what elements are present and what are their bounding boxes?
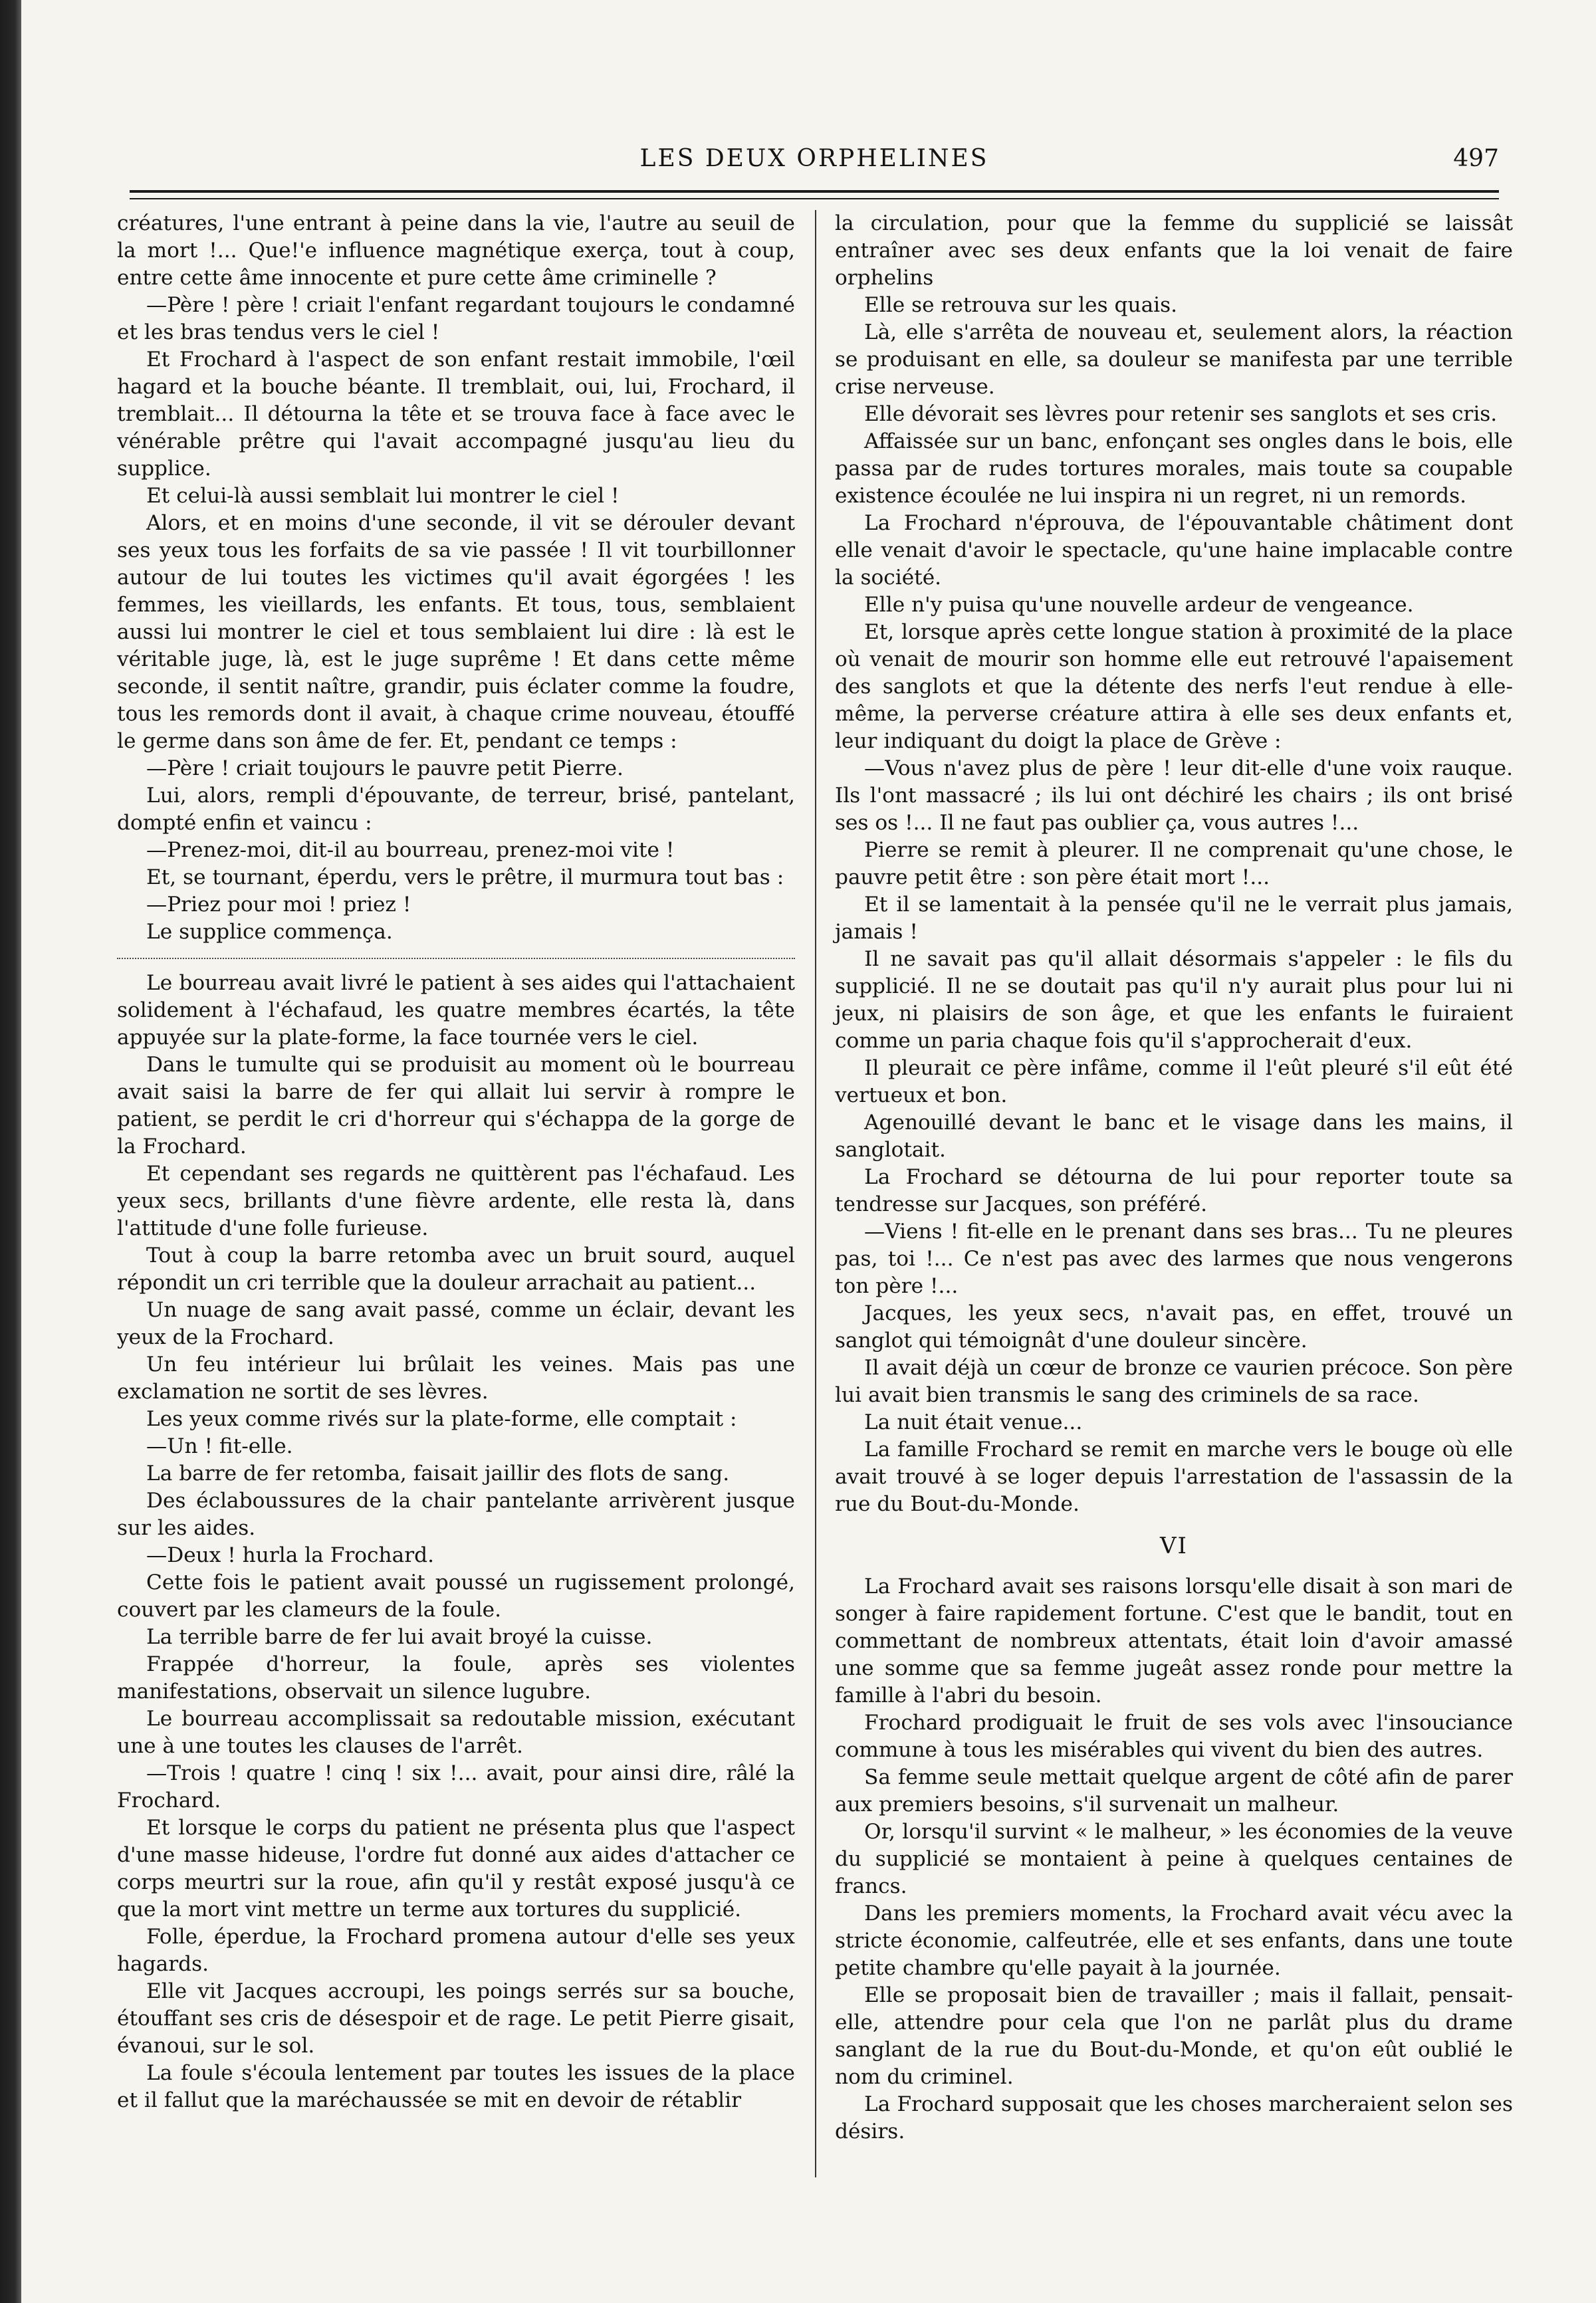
paragraph: La nuit était venue... [864,1410,1083,1434]
header-rule-thick [130,190,1499,193]
paragraph: La Frochard n'éprouva, de l'épouvantable châtiment dont elle venait d'avoir le spectacle, qu'une haine implacable contre la société. [835,511,1513,590]
paragraph: Elle se proposait bien de travailler ; mais il fallait, pensait-elle, attendre pour cela que l'on ne parlât plus du drame sanglant de la rue du Bout-du-Monde, et qu'on eût oublié le nom du criminel. [835,1983,1513,2089]
left-section-1 [117,210,795,946]
paragraph: Un feu intérieur lui brûlait les veines. Mais pas une exclamation ne sortit de ses lèvres. [117,1353,795,1404]
paragraph: —Un ! fit-elle. [146,1434,293,1458]
paragraph: Et, lorsque après cette longue station à proximité de la place où venait de mourir son homme elle eut retrouvé l'apaisement des sanglots et que la détente des nerfs l'eut rendue à elle-même, la perverse créature attira à elle ses deux enfants et, leur indiquant du doigt la place de Grève : [835,620,1513,753]
paragraph: Or, lorsqu'il survint « le malheur, » les économies de la veuve du supplicié se montaient à peine à quelques centaines de francs. [835,1820,1513,1898]
paragraph: La famille Frochard se remit en marche vers le bouge où elle avait trouvé à se loger depuis l'arrestation de l'assassin de la rue du Bout-du-Monde. [835,1438,1513,1516]
running-title: LES DEUX ORPHELINES [639,145,989,172]
paragraph: Le supplice commença. [146,920,393,944]
paragraph: La terrible barre de fer lui avait broyé la cuisse. [146,1625,653,1649]
paragraph: Lui, alors, rempli d'épouvante, de terreur, brisé, pantelant, dompté enfin et vaincu : [117,784,795,835]
paragraph: Folle, éperdue, la Frochard promena autour d'elle ses yeux hagards. [117,1925,795,1976]
paragraph: La Frochard supposait que les choses marcheraient selon ses désirs. [835,2092,1513,2143]
left-column [117,210,795,2114]
paragraph: —Père ! criait toujours le pauvre petit Pierre. [146,756,624,780]
right-section-2 [835,1573,1513,2145]
left-section-2 [117,970,795,2114]
paragraph: Et celui-là aussi semblait lui montrer le ciel ! [146,484,620,508]
paragraph: Et Frochard à l'aspect de son enfant restait immobile, l'œil hagard et la bouche béante. Il tremblait, oui, lui, Frochard, il tremblait... Il détourna la tête et se trouva face à face avec le vénérable prêtre qui l'avait accompagné jusqu'au lieu du supplice. [117,348,795,481]
paragraph: La foule s'écoula lentement par toutes les issues de la place et il fallut que la maréchaussée se mit en devoir de rétablir [117,2061,795,2112]
paragraph: La barre de fer retomba, faisait jaillir des flots de sang. [146,1462,730,1485]
paragraph: Elle dévorait ses lèvres pour retenir ses sanglots et ses cris. [864,402,1498,426]
paragraph: Les yeux comme rivés sur la plate-forme, elle comptait : [146,1407,737,1431]
chapter-heading: VI [1160,1533,1188,1559]
paragraph: Et, se tournant, éperdu, vers le prêtre, il murmura tout bas : [146,865,784,889]
paragraph: Et lorsque le corps du patient ne présenta plus que l'aspect d'une masse hideuse, l'ordre fut donné aux aides d'attacher ce corps meurtri sur la roue, afin qu'il y restât exposé jusqu'à ce que la mort vint mettre un terme aux tortures du supplicié. [117,1816,795,1921]
paragraph: —Viens ! fit-elle en le prenant dans ses bras... Tu ne pleures pas, toi !... Ce n'est pas avec des larmes que nous vengerons ton père !... [835,1220,1513,1298]
paragraph: Agenouillé devant le banc et le visage dans les mains, il sanglotait. [835,1111,1513,1162]
paragraph: Frappée d'horreur, la foule, après ses violentes manifestations, observait un silence lugubre. [117,1652,795,1703]
column-divider [815,210,816,2177]
running-header [130,145,1499,185]
paragraph: —Prenez-moi, dit-il au bourreau, prenez-moi vite ! [146,838,675,862]
paragraph: La Frochard avait ses raisons lorsqu'elle disait à son mari de songer à faire rapidement fortune. C'est que le bandit, tout en commettant de nombreux attentats, était loin d'avoir amassé une somme que sa femme jugeât assez ronde pour mettre la famille à l'abri du besoin. [835,1575,1513,1707]
section-separator [117,958,795,960]
paragraph: créatures, l'une entrant à peine dans la vie, l'autre au seuil de la mort !... Que!'e influence magnétique exerça, tout à coup, entre cette âme innocente et pure cette âme criminelle ? [117,211,795,290]
paragraph: Et cependant ses regards ne quittèrent pas l'échafaud. Les yeux secs, brillants d'une fièvre ardente, elle resta là, dans l'attitude d'une folle furieuse. [117,1162,795,1240]
header-rule-thin [130,198,1499,199]
paragraph: Elle vit Jacques accroupi, les poings serrés sur sa bouche, étouffant ses cris de désespoir et de rage. Le petit Pierre gisait, évanoui, sur le sol. [117,1979,795,2058]
paragraph: Pierre se remit à pleurer. Il ne comprenait qu'une chose, le pauvre petit être : son père était mort !... [835,838,1513,889]
paragraph: La Frochard se détourna de lui pour reporter toute sa tendresse sur Jacques, son préféré. [835,1165,1513,1216]
page-binding-edge [0,0,21,2303]
paragraph: Des éclaboussures de la chair pantelante arrivèrent jusque sur les aides. [117,1489,795,1540]
paragraph: —Trois ! quatre ! cinq ! six !... avait, pour ainsi dire, râlé la Frochard. [117,1761,795,1812]
paragraph: Alors, et en moins d'une seconde, il vit se dérouler devant ses yeux tous les forfaits de sa vie passée ! Il vit tourbillonner autour de lui toutes les victimes qu'il avait égorgées ! les femmes, les vieillards, les enfants. Et tous, tous, semblaient aussi lui montrer le ciel et tous semblaient lui dire : là est le véritable juge, là, est le juge suprême ! Et dans cette même seconde, il sentit naître, grandir, puis éclater comme la foudre, tous les remords dont il avait, à chaque crime nouveau, étouffé le germe dans son âme de fer. Et, pendant ce temps : [117,511,795,753]
right-section-1 [835,210,1513,1518]
paragraph: Il pleurait ce père infâme, comme il l'eût pleuré s'il eût été vertueux et bon. [835,1056,1513,1107]
paragraph: Sa femme seule mettait quelque argent de côté afin de parer aux premiers besoins, s'il survenait un malheur. [835,1765,1513,1816]
paragraph: Il ne savait pas qu'il allait désormais s'appeler : le fils du supplicié. Il ne se doutait pas qu'il n'y aurait plus pour lui ni jeux, ni plaisirs de son âge, et que les enfants le fuiraient comme un paria chaque fois qu'il s'approcherait d'eux. [835,947,1513,1053]
paragraph: —Père ! père ! criait l'enfant regardant toujours le condamné et les bras tendus vers le ciel ! [117,293,795,344]
paragraph: —Vous n'avez plus de père ! leur dit-elle d'une voix rauque. Ils l'ont massacré ; ils lui ont déchiré les chairs ; ils ont brisé ses os !... Il ne faut pas oublier ça, vous autres !... [835,756,1513,835]
paragraph: Un nuage de sang avait passé, comme un éclair, devant les yeux de la Frochard. [117,1298,795,1349]
paragraph: la circulation, pour que la femme du supplicié se laissât entraîner avec ses deux enfants que la loi venait de faire orphelins [835,211,1513,290]
paragraph: Elle n'y puisa qu'une nouvelle ardeur de vengeance. [864,593,1414,617]
paragraph: Dans les premiers moments, la Frochard avait vécu avec la stricte économie, calfeutrée, elle et ses enfants, dans une toute petite chambre qu'elle payait à la journée. [835,1902,1513,1980]
page-number: 497 [1453,145,1499,172]
paragraph: Il avait déjà un cœur de bronze ce vaurien précoce. Son père lui avait bien transmis le sang des criminels de sa race. [835,1356,1513,1407]
paragraph: Tout à coup la barre retomba avec un bruit sourd, auquel répondit un cri terrible que la douleur arrachait au patient... [117,1244,795,1295]
paragraph: Le bourreau accomplissait sa redoutable mission, exécutant une à une toutes les clauses de l'arrêt. [117,1707,795,1758]
paragraph: Dans le tumulte qui se produisit au moment où le bourreau avait saisi la barre de fer qui allait lui servir à rompre le patient, se perdit le cri d'horreur qui s'échappa de la gorge de la Frochard. [117,1053,795,1158]
paragraph: Frochard prodiguait le fruit de ses vols avec l'insouciance commune à tous les misérables qui vivent du bien des autres. [835,1711,1513,1762]
paragraph: Le bourreau avait livré le patient à ses aides qui l'attachaient solidement à l'échafaud, les quatre membres écartés, la tête appuyée sur la plate-forme, la face tournée vers le ciel. [117,971,795,1049]
paragraph: Affaissée sur un banc, enfonçant ses ongles dans le bois, elle passa par de rudes tortures morales, mais toute sa coupable existence écoulée ne lui inspira ni un regret, ni un remords. [835,429,1513,508]
paragraph: Et il se lamentait à la pensée qu'il ne le verrait plus jamais, jamais ! [835,893,1513,944]
right-column [835,210,1513,2145]
paragraph: Elle se retrouva sur les quais. [864,293,1178,317]
paragraph: —Deux ! hurla la Frochard. [146,1543,434,1567]
paragraph: Cette fois le patient avait poussé un rugissement prolongé, couvert par les clameurs de la foule. [117,1571,795,1622]
paragraph: —Priez pour moi ! priez ! [146,893,411,917]
paragraph: Là, elle s'arrêta de nouveau et, seulement alors, la réaction se produisant en elle, sa douleur se manifesta par une terrible crise nerveuse. [835,320,1513,399]
paragraph: Jacques, les yeux secs, n'avait pas, en effet, trouvé un sanglot qui témoignât d'une douleur sincère. [835,1301,1513,1353]
